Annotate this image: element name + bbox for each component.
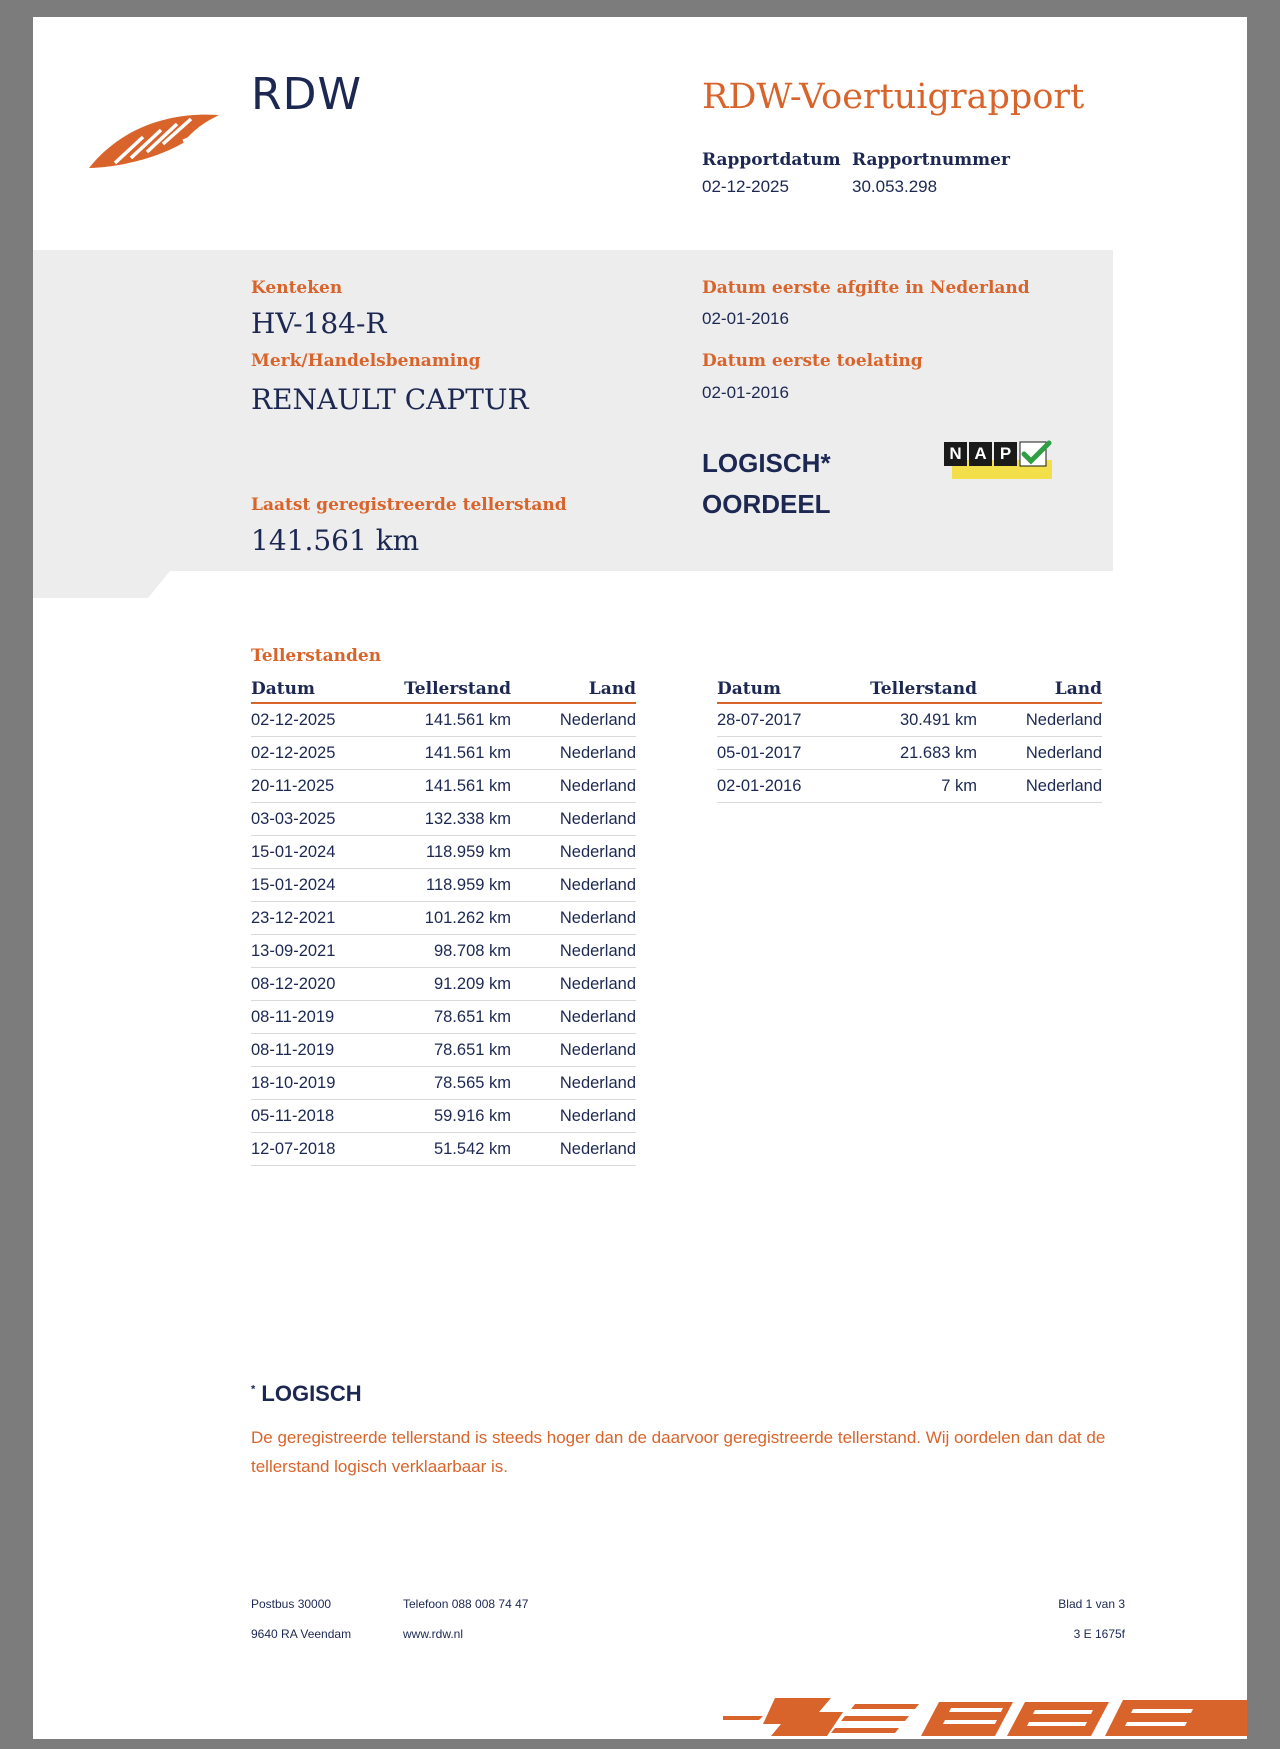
- row-country: Nederland: [1025, 743, 1102, 762]
- table-row: [251, 902, 636, 935]
- report-number-label: Rapportnummer: [852, 150, 1010, 170]
- row-reading: 51.542 km: [433, 1139, 511, 1158]
- first-issue-nl-value: 02-01-2016: [702, 309, 789, 328]
- row-country: Nederland: [1025, 776, 1102, 795]
- first-admission-label: Datum eerste toelating: [702, 351, 923, 371]
- row-date: 02-12-2025: [251, 743, 336, 762]
- row-date: 13-09-2021: [251, 941, 336, 960]
- table-row: [251, 1067, 636, 1100]
- nap-letter-p: P: [994, 442, 1017, 466]
- row-date: 15-01-2024: [251, 875, 336, 894]
- row-country: Nederland: [559, 875, 636, 894]
- table-row: [251, 803, 636, 836]
- row-date: 08-11-2019: [251, 1040, 335, 1059]
- row-country: Nederland: [559, 809, 636, 828]
- readings-table-right: [717, 678, 1102, 803]
- row-country: Nederland: [559, 1040, 636, 1059]
- col-country-header: Land: [1054, 679, 1102, 699]
- note-asterisk: *: [251, 1383, 256, 1396]
- row-date: 03-03-2025: [251, 809, 336, 828]
- row-reading: 98.708 km: [433, 941, 511, 960]
- table-row: [251, 968, 636, 1001]
- row-date: 20-11-2025: [251, 776, 335, 795]
- report-title: RDW-Voertuigrapport: [702, 77, 1085, 117]
- plate-value: HV-184-R: [251, 307, 387, 340]
- row-date: 05-11-2018: [251, 1106, 335, 1125]
- row-date: 12-07-2018: [251, 1139, 336, 1158]
- row-country: Nederland: [559, 974, 636, 993]
- row-date: 18-10-2019: [251, 1073, 336, 1092]
- report-date-label: Rapportdatum: [702, 150, 841, 170]
- row-reading: 118.959 km: [426, 875, 511, 894]
- footer-web: www.rdw.nl: [403, 1627, 464, 1641]
- verdict: [702, 443, 831, 525]
- footer-code: 3 E 1675f: [1073, 1627, 1125, 1641]
- row-reading: 101.262 km: [424, 908, 511, 927]
- table-row: [251, 770, 636, 803]
- row-country: Nederland: [559, 908, 636, 927]
- report-number: 30.053.298: [852, 177, 938, 196]
- col-date-header: Datum: [251, 679, 315, 699]
- first-issue-nl-label: Datum eerste afgifte in Nederland: [702, 278, 1030, 298]
- odometer-label: Laatst geregistreerde tellerstand: [251, 495, 567, 515]
- row-country: Nederland: [1025, 710, 1102, 729]
- row-country: Nederland: [559, 743, 636, 762]
- row-reading: 78.651 km: [433, 1040, 511, 1059]
- row-reading: 132.338 km: [424, 809, 511, 828]
- row-date: 08-12-2020: [251, 974, 336, 993]
- table-row: [251, 836, 636, 869]
- make-value: RENAULT CAPTUR: [251, 383, 529, 416]
- table-row: [251, 1133, 636, 1166]
- checkmark-icon: [1018, 440, 1052, 468]
- row-reading: 59.916 km: [433, 1106, 511, 1125]
- row-reading: 78.651 km: [433, 1007, 511, 1026]
- footer-stripes-decoration: [723, 1694, 1247, 1739]
- row-date: 02-01-2016: [717, 776, 802, 795]
- col-reading-header: Tellerstand: [404, 679, 511, 699]
- row-country: Nederland: [559, 1106, 636, 1125]
- table-row: [251, 869, 636, 902]
- row-date: 02-12-2025: [251, 710, 336, 729]
- rdw-leaf-logo: [87, 97, 227, 177]
- row-date: 05-01-2017: [717, 743, 802, 762]
- table-row: [251, 935, 636, 968]
- col-country-header: Land: [588, 679, 636, 699]
- table-row: [251, 1034, 636, 1067]
- footer-city: 9640 RA Veendam: [251, 1627, 352, 1641]
- row-reading: 141.561 km: [424, 710, 511, 729]
- row-country: Nederland: [559, 776, 636, 795]
- footer-page: Blad 1 van 3: [1058, 1597, 1125, 1611]
- readings-title: Tellerstanden: [251, 646, 382, 666]
- footer-po-box: Postbus 30000: [251, 1597, 332, 1611]
- col-reading-header: Tellerstand: [870, 679, 977, 699]
- nap-badge: [944, 442, 1054, 482]
- table-row: [251, 704, 636, 737]
- row-reading: 118.959 km: [426, 842, 511, 861]
- verdict-line-2: OORDEEL: [702, 489, 831, 519]
- odometer-value: 141.561 km: [251, 524, 420, 557]
- row-reading: 7 km: [941, 776, 977, 795]
- note-text: De geregistreerde tellerstand is steeds hoger dan de daarvoor geregistreerde tellerstand. Wij oordelen dan dat de tellerstand logisch verklaarbaar is.: [251, 1428, 1106, 1476]
- plate-label: Kenteken: [251, 278, 343, 298]
- row-date: 28-07-2017: [717, 710, 802, 729]
- nap-letter-a: A: [969, 442, 992, 466]
- row-reading: 78.565 km: [433, 1073, 511, 1092]
- table-row: [717, 770, 1102, 803]
- vehicle-summary-band: [33, 250, 1113, 598]
- row-reading: 30.491 km: [899, 710, 977, 729]
- row-reading: 21.683 km: [899, 743, 977, 762]
- row-reading: 141.561 km: [424, 743, 511, 762]
- first-admission-value: 02-01-2016: [702, 383, 789, 402]
- nap-letter-n: N: [944, 442, 967, 466]
- table-row: [717, 737, 1102, 770]
- row-reading: 141.561 km: [424, 776, 511, 795]
- row-country: Nederland: [559, 842, 636, 861]
- table-row: [251, 1100, 636, 1133]
- table-header: [251, 678, 636, 704]
- row-country: Nederland: [559, 1007, 636, 1026]
- table-header: [717, 678, 1102, 704]
- table-row: [717, 704, 1102, 737]
- report-date: 02-12-2025: [702, 177, 789, 196]
- row-country: Nederland: [559, 941, 636, 960]
- verdict-line-1: LOGISCH*: [702, 448, 831, 478]
- note-title: [251, 1381, 362, 1407]
- table-row: [251, 1001, 636, 1034]
- readings-table-left: [251, 678, 636, 1166]
- make-label: Merk/Handelsbenaming: [251, 351, 481, 371]
- row-date: 23-12-2021: [251, 908, 336, 927]
- table-row: [251, 737, 636, 770]
- row-country: Nederland: [559, 1073, 636, 1092]
- row-date: 08-11-2019: [251, 1007, 335, 1026]
- row-country: Nederland: [559, 1139, 636, 1158]
- org-name: RDW: [251, 69, 362, 120]
- report-page: [33, 17, 1247, 1739]
- note-title-text: LOGISCH: [261, 1381, 362, 1406]
- col-date-header: Datum: [717, 679, 781, 699]
- footer-phone: Telefoon 088 008 74 47: [403, 1597, 529, 1611]
- row-reading: 91.209 km: [433, 974, 511, 993]
- row-country: Nederland: [559, 710, 636, 729]
- row-date: 15-01-2024: [251, 842, 336, 861]
